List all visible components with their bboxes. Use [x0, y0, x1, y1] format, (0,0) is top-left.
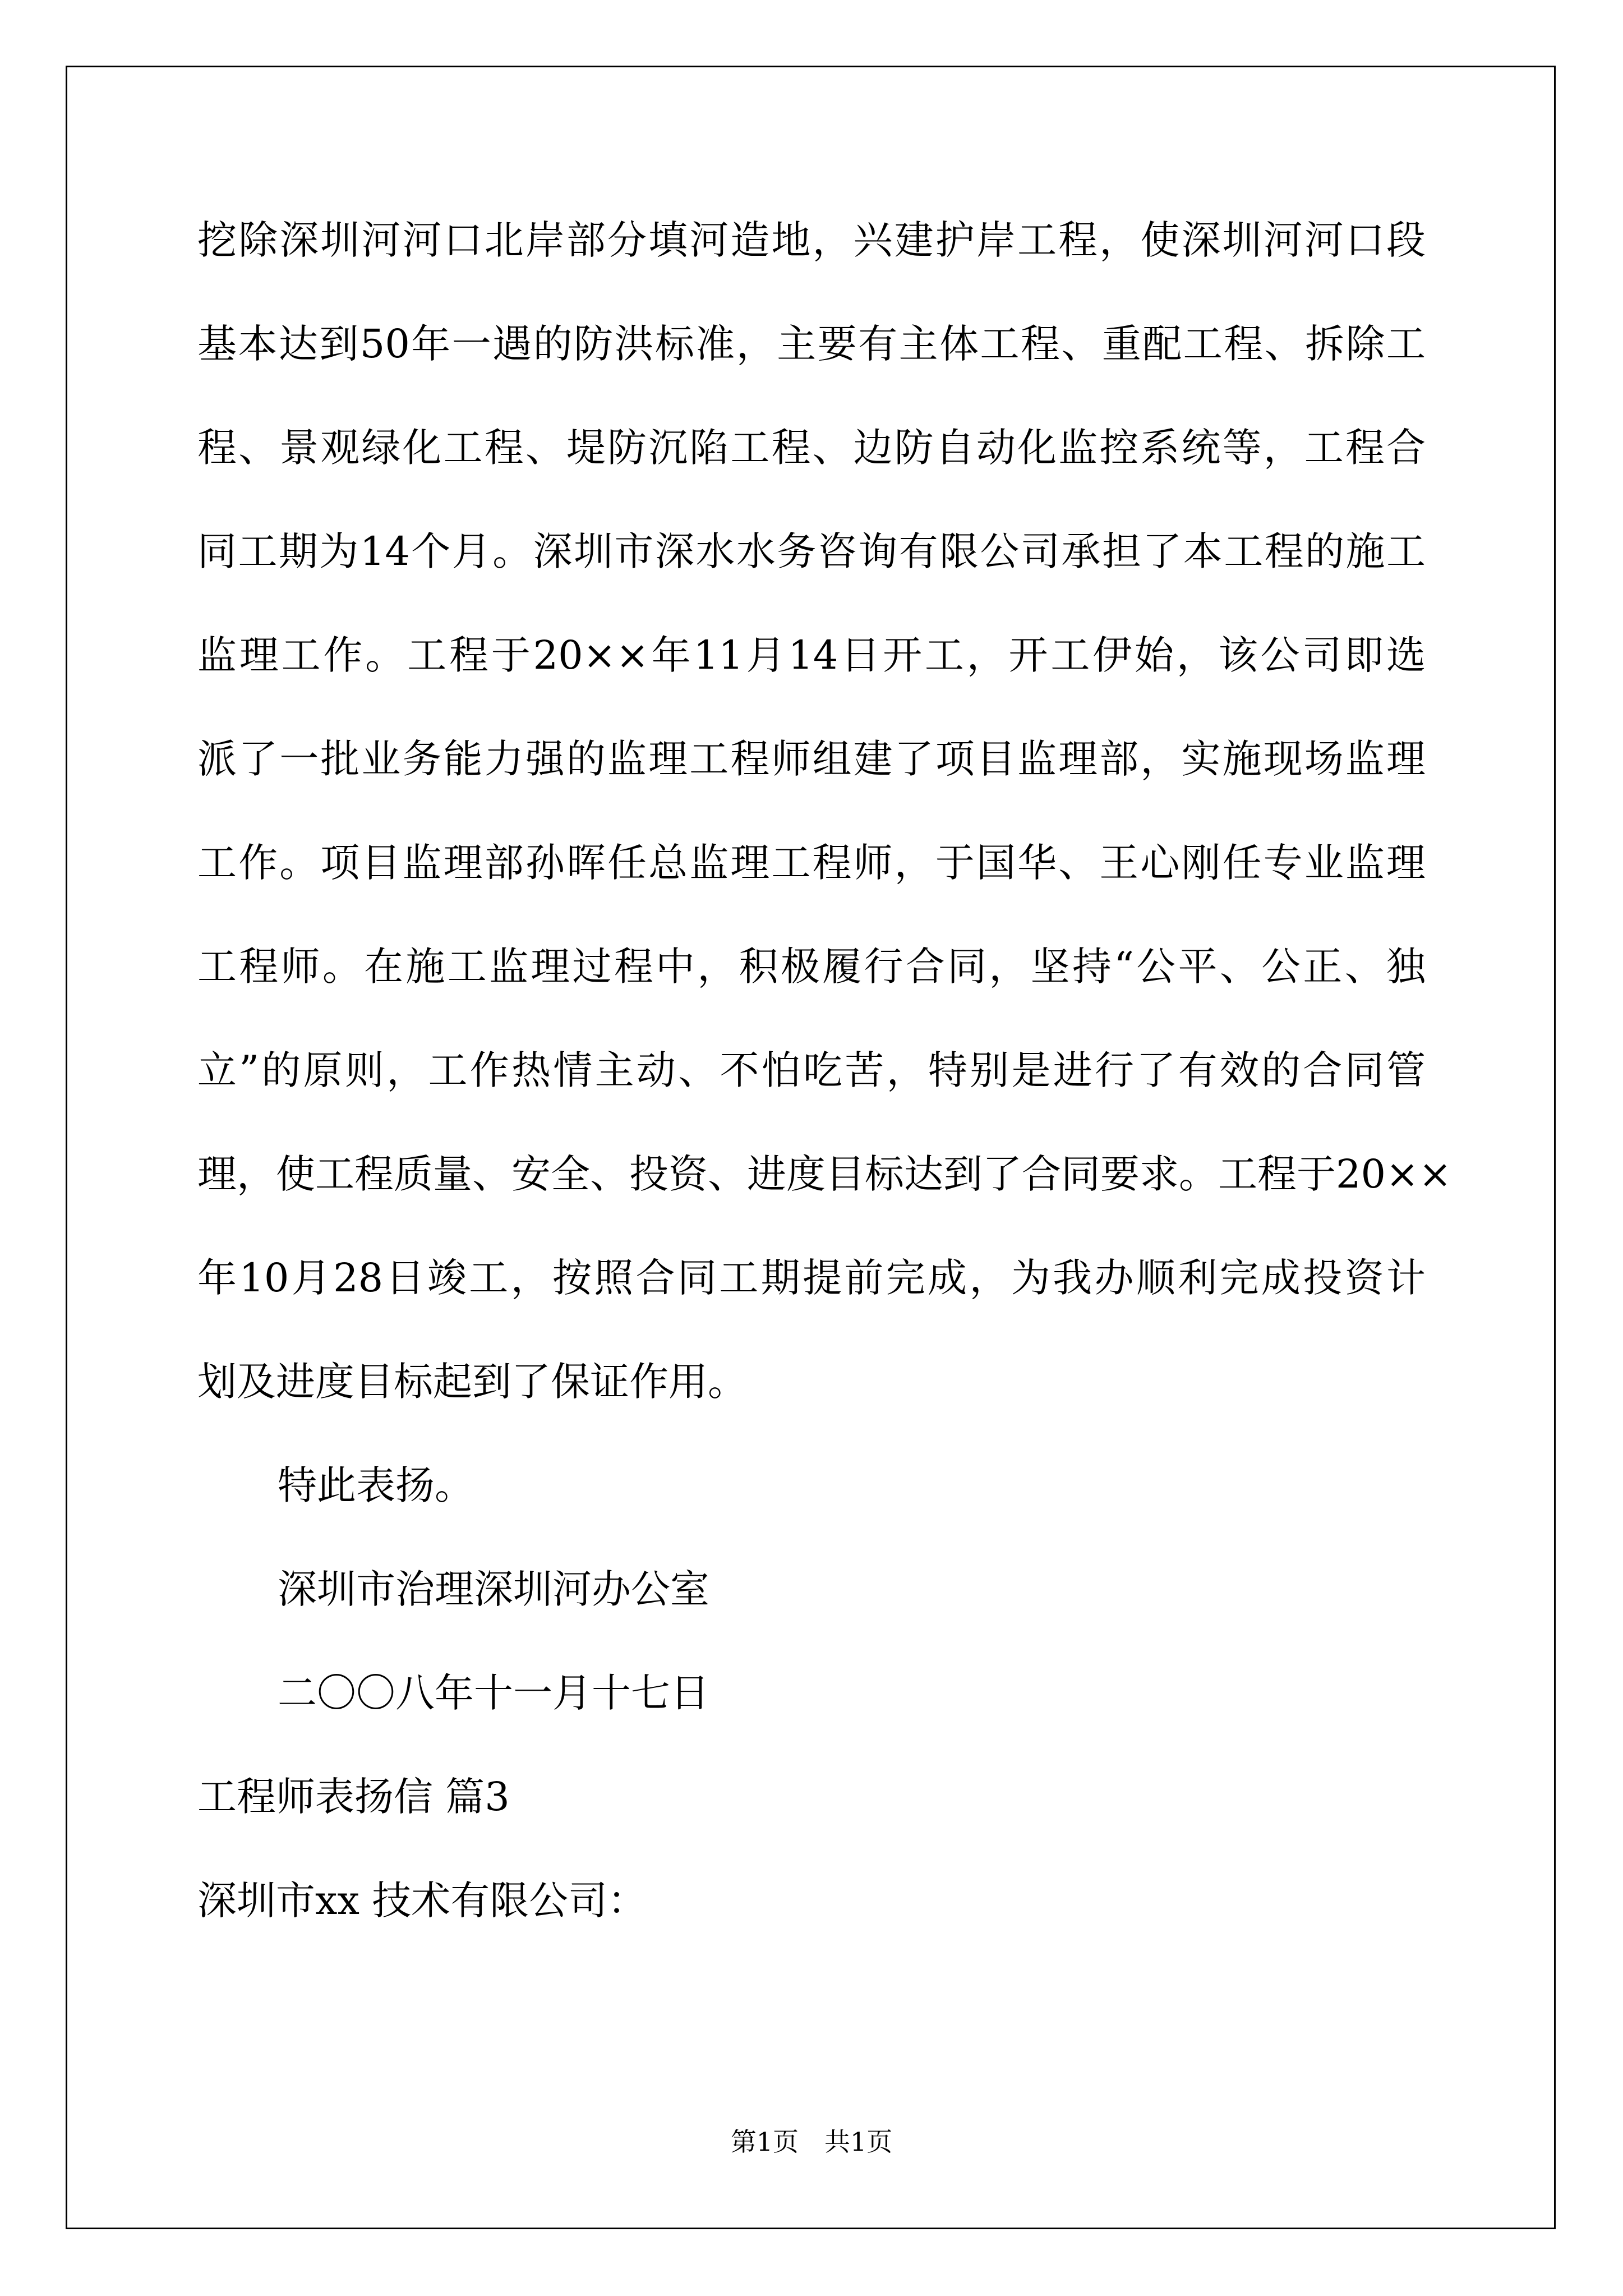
body-line-5: 监理工作。工程于20××年11月14日开工，开工伊始，该公司即选 — [197, 632, 1426, 678]
body-line-11: 年10月28日竣工，按照合同工期提前完成，为我办顺利完成投资计 — [197, 1255, 1426, 1301]
body-line-10: 理，使工程质量、安全、投资、进度目标达到了合同要求。工程于20×× — [197, 1151, 1452, 1197]
closing-line: 特此表扬。 — [278, 1462, 474, 1508]
signature-line: 深圳市治理深圳河办公室 — [278, 1566, 709, 1612]
date-line: 二〇〇八年十一月十七日 — [278, 1670, 709, 1716]
page-footer: 第1页 共1页 — [730, 2127, 893, 2157]
body-line-1: 挖除深圳河河口北岸部分填河造地，兴建护岸工程，使深圳河河口段 — [197, 217, 1426, 263]
body-line-7: 工作。项目监理部孙晖任总监理工程师，于国华、王心刚任专业监理 — [197, 840, 1426, 886]
body-line-9: 立”的原则，工作热情主动、不怕吃苦，特别是进行了有效的合同管 — [197, 1047, 1426, 1093]
body-line-8: 工程师。在施工监理过程中，积极履行合同，坚持“公平、公正、独 — [197, 944, 1426, 990]
body-line-6: 派了一批业务能力强的监理工程师组建了项目监理部，实施现场监理 — [197, 736, 1426, 782]
body-line-4: 同工期为14个月。深圳市深水水务咨询有限公司承担了本工程的施工 — [197, 528, 1426, 574]
next-section-title: 工程师表扬信 篇3 — [197, 1774, 510, 1820]
body-line-2: 基本达到50年一遇的防洪标准，主要有主体工程、重配工程、拆除工 — [197, 321, 1426, 367]
body-line-3: 程、景观绿化工程、堤防沉陷工程、边防自动化监控系统等，工程合 — [197, 425, 1426, 471]
next-salutation: 深圳市xx 技术有限公司： — [197, 1878, 647, 1924]
body-line-12: 划及进度目标起到了保证作用。 — [197, 1359, 747, 1405]
